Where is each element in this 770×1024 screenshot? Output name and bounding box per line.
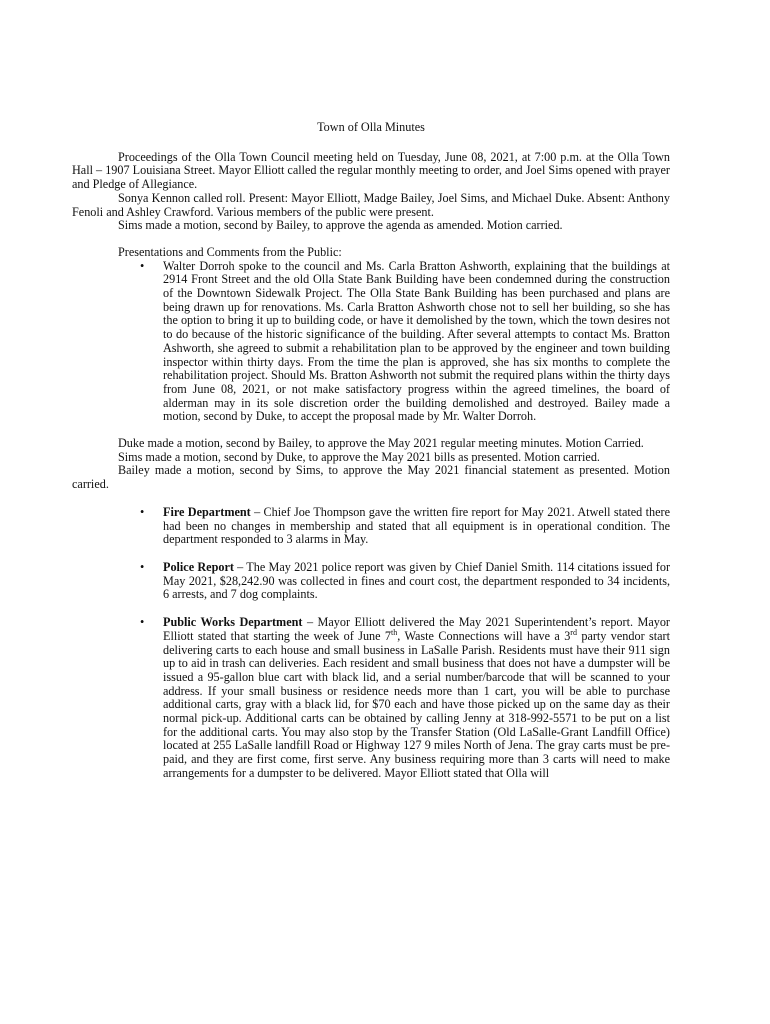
public-works-text-2: , Waste Connections will have a 3 <box>397 628 571 643</box>
public-works-text-3: party vendor start delivering carts to each house and small business in LaSalle Parish. Residents must have their 911 sign up to aid in trash can deliveries. Each resident and small business that does not have a dumpster will be issued a 95-gallon blue cart with black lid, and a serial number/barcode that will be scanned to your address. If your small business or residence needs more than 1 cart, you will be able to purchase additional carts, gray with a black lid, for $70 each and have those picked up on the same day as their normal pick-up. Additional carts can be obtained by calling Jenny at 318-992-5571 to be put on a list for the additional carts. You may also stop by the Transfer Station (Old LaSalle-Grant Landfill Office) located at 255 LaSalle landfill Road or Highway 127 9 miles North of Jena. The gray carts must be pre-paid, and they are first come, first serve. Any business requiring more than 3 carts will need to make arrangements for a dumpster to be delivered. Mayor Elliott stated that Olla will <box>163 628 670 780</box>
department-reports-list <box>72 506 670 781</box>
list-item <box>72 260 670 424</box>
public-comments-heading: Presentations and Comments from the Public: <box>118 244 342 259</box>
document-title: Town of Olla Minutes <box>317 120 425 134</box>
public-comments-list <box>72 260 670 424</box>
police-report-text: – The May 2021 police report was given by Chief Daniel Smith. 114 citations issued for May 2021, $28,242.90 was collected in fines and court cost, the department responded to 34 incidents, 6 arrests, and 7 dog complaints. <box>163 559 671 602</box>
agenda-motion-paragraph: Sims made a motion, second by Bailey, to approve the agenda as amended. Motion carried. <box>118 218 563 233</box>
minutes-motion-paragraph: Duke made a motion, second by Bailey, to approve the May 2021 regular meeting minutes. Motion Carried. <box>118 436 644 451</box>
bills-motion-paragraph: Sims made a motion, second by Duke, to approve the May 2021 bills as presented. Motion carried. <box>118 449 600 464</box>
superscript-rd: rd <box>570 627 577 637</box>
opening-paragraph: Proceedings of the Olla Town Council meeting held on Tuesday, June 08, 2021, at 7:00 p.m. at the Olla Town Hall – 1907 Louisiana Street. Mayor Elliott called the regular monthly meeting to order, and Joel Sims opened with prayer and Pledge of Allegiance. <box>72 149 670 192</box>
public-comment-text: Walter Dorroh spoke to the council and Ms. Carla Bratton Ashworth, explaining that the buildings at 2914 Front Street and the old Olla State Bank Building have been condemned during the construction of the Downtown Sidewalk Project. The Olla State Bank Building has been purchased and plans are being drawn up for renovations. Ms. Carla Bratton Ashworth chose not to sell her building, so she has the option to bring it up to building code, or have it demolished by the town, which the town desires not to do because of the historic significance of the building. After several attempts to contact Ms. Bratton Ashworth, she agreed to submit a rehabilitation plan to be approved by the engineer and town building inspector within thirty days. From the time the plan is approved, she has six months to complete the rehabilitation project. Should Ms. Bratton Ashworth not submit the required plans within the thirty days from June 08, 2021, or not make satisfactory progress within the agreed timelines, the board of alderman may in its sole discretion order the building demolished and destroyed. Bailey made a motion, second by Duke, to accept the proposal made by Mr. Walter Dorroh. <box>163 258 670 424</box>
bullet-icon: • <box>140 615 145 630</box>
public-works-item <box>72 616 670 780</box>
roll-call-paragraph: Sonya Kennon called roll. Present: Mayor Elliott, Madge Bailey, Joel Sims, and Michael Duke. Absent: Anthony Fenoli and Ashley Crawford. Various members of the public were present. <box>72 190 670 219</box>
bullet-icon: • <box>140 258 145 273</box>
bullet-icon: • <box>140 559 145 574</box>
fire-department-label: Fire Department <box>163 504 251 519</box>
superscript-th: th <box>391 627 398 637</box>
public-works-label: Public Works Department <box>163 615 303 630</box>
fire-department-text: – Chief Joe Thompson gave the written fire report for May 2021. Atwell stated there had been no changes in membership and stated that all equipment is in operational condition. The department responded to 3 alarms in May. <box>163 504 670 547</box>
financial-motion-paragraph: Bailey made a motion, second by Sims, to approve the May 2021 financial statement as presented. Motion carried. <box>72 463 670 492</box>
minutes-page <box>72 121 670 795</box>
police-report-item <box>72 561 670 602</box>
fire-department-item <box>72 506 670 547</box>
public-works-text-1: – Mayor Elliott delivered the May 2021 Superintendent’s report. Mayor Elliott stated that starting the week of June 7 <box>163 615 670 643</box>
police-report-label: Police Report <box>163 559 234 574</box>
bullet-icon: • <box>140 504 145 519</box>
